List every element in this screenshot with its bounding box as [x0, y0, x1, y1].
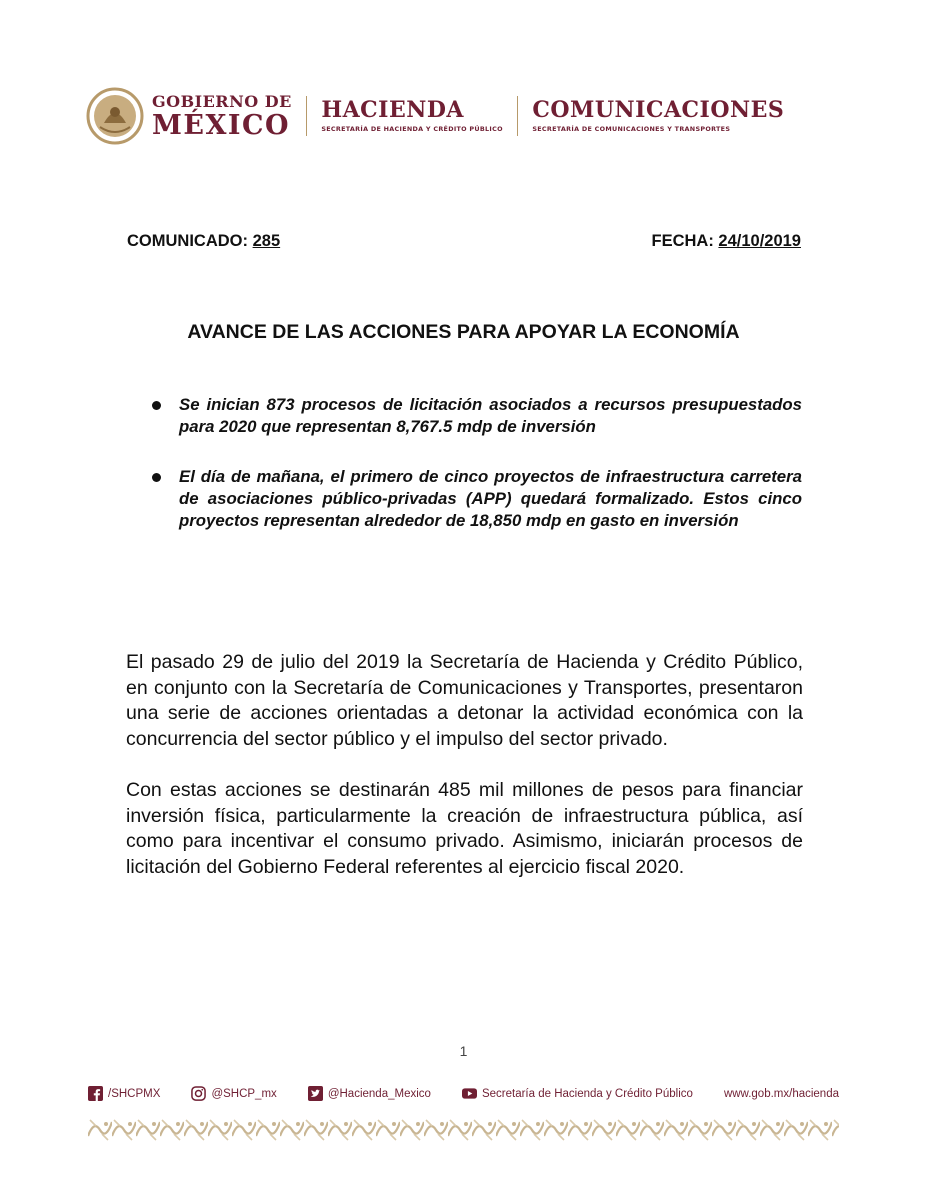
youtube-icon [462, 1086, 477, 1101]
instagram-icon [191, 1086, 206, 1101]
fecha [651, 232, 801, 251]
facebook-icon [88, 1086, 103, 1101]
footer-twitter[interactable] [308, 1086, 431, 1101]
page-number: 1 [459, 1043, 468, 1059]
logo-divider [517, 96, 519, 136]
paragraph: Con estas acciones se destinarán 485 mil millones de pesos para financiar inversión física, particularmente la creación de infraestructura pública, así como para incentivar el consumo privado. Asimismo, iniciarán procesos de licitación del Gobierno Federal referentes al ejercicio fiscal 2020. [126, 779, 803, 878]
fecha-value: 24/10/2019 [718, 232, 801, 250]
comunicaciones-subtitle: SECRETARÍA DE COMUNICACIONES Y TRANSPORTES [532, 125, 731, 133]
gobierno-de-mexico-logo [152, 91, 292, 141]
footer-facebook[interactable] [88, 1086, 160, 1101]
footer-social [88, 1086, 839, 1101]
website-link: www.gob.mx/hacienda [723, 1087, 839, 1100]
footer-instagram[interactable] [191, 1086, 276, 1101]
comunicado [127, 232, 280, 251]
facebook-handle: /SHCPMX [108, 1087, 161, 1100]
body-text [126, 650, 803, 906]
twitter-icon [308, 1086, 323, 1101]
bullet-icon [152, 401, 161, 410]
instagram-handle: @SHCP_mx [211, 1087, 277, 1100]
twitter-handle: @Hacienda_Mexico [327, 1087, 431, 1100]
bullet-text: Se inician 873 procesos de licitación asociados a recursos presupuestados para 2020 que representan 8,767.5 mdp de inversión [179, 395, 802, 436]
footer-youtube[interactable] [462, 1086, 693, 1101]
comunicaciones-logo [532, 99, 784, 133]
gobierno-line2: MÉXICO [152, 109, 291, 141]
comunicado-label: COMUNICADO: [127, 232, 248, 250]
decorative-pattern-band [88, 1116, 839, 1142]
list-item [152, 466, 802, 532]
highlights-list [152, 394, 802, 560]
bullet-icon [152, 473, 161, 482]
header-logos [86, 86, 784, 146]
youtube-channel: Secretaría de Hacienda y Crédito Público [481, 1087, 693, 1100]
footer-website[interactable] [724, 1088, 839, 1100]
gobierno-line1: GOBIERNO DE [152, 91, 292, 111]
hacienda-name: HACIENDA [321, 97, 464, 123]
list-item [152, 394, 802, 438]
hacienda-logo [321, 99, 503, 133]
comunicado-number: 285 [252, 232, 281, 250]
document-meta [127, 232, 801, 251]
mexico-seal-icon [86, 87, 144, 145]
fecha-label: FECHA: [651, 232, 714, 250]
bullet-text: El día de mañana, el primero de cinco proyectos de infraestructura carretera de asociaciones público-privadas (APP) quedará formalizado. Estos cinco proyectos representan alrededor de 18,850 mdp en gasto en inversión [179, 467, 802, 530]
hacienda-subtitle: SECRETARÍA DE HACIENDA Y CRÉDITO PÚBLICO [321, 125, 503, 133]
comunicaciones-name: COMUNICACIONES [532, 97, 785, 123]
paragraph: El pasado 29 de julio del 2019 la Secretaría de Hacienda y Crédito Público, en conjunto con la Secretaría de Comunicaciones y Transportes, presentaron una serie de acciones orientadas a detonar la actividad económica con la concurrencia del sector público y el impulso del sector privado. [126, 651, 803, 750]
page-title: AVANCE DE LAS ACCIONES PARA APOYAR LA ECONOMÍA [187, 321, 740, 343]
logo-divider [306, 96, 308, 136]
